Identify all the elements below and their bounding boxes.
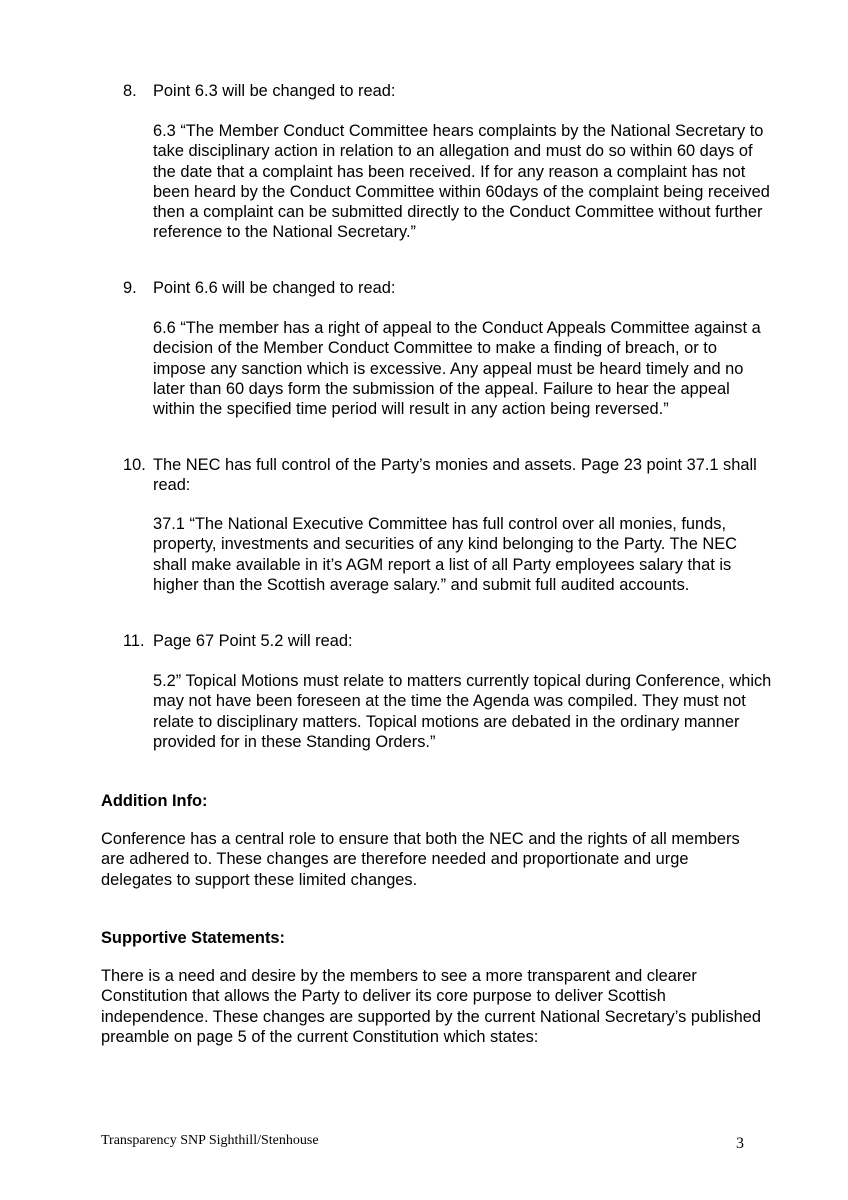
item-number: 9. <box>123 279 137 297</box>
item-quote: 6.6 “The member has a right of appeal to the Conduct Appeals Committee against a decision of the Member Conduct Committee to make a finding of breach, or to impose any sanction which is excessive. Any appeal must be heard timely and no later than 60 days form the submission of the appeal. Failure to hear the appeal within the specified time period will result in any action being reversed.” <box>153 319 761 419</box>
item-heading: The NEC has full control of the Party’s monies and assets. Page 23 point 37.1 shall read: <box>153 456 757 495</box>
item-number: 8. <box>123 82 137 100</box>
addition-info-text: Conference has a central role to ensure that both the NEC and the rights of all members are adhered to. These changes are therefore needed and proportionate and urge delegates to support these limited changes. <box>101 830 740 889</box>
item-number: 10. <box>123 456 146 474</box>
item-heading: Page 67 Point 5.2 will read: <box>153 632 353 650</box>
item-heading: Point 6.3 will be changed to read: <box>153 82 396 100</box>
item-quote: 6.3 “The Member Conduct Committee hears complaints by the National Secretary to take disciplinary action in relation to an allegation and must do so within 60 days of the date that a complaint has been received. If for any reason a complaint has not been heard by the Conduct Committee within 60days of the complaint being received then a complaint can be submitted directly to the Conduct Committee without further reference to the National Secretary.” <box>153 122 770 242</box>
item-number: 11. <box>123 632 145 650</box>
footer-text: Transparency SNP Sighthill/Stenhouse <box>101 1133 319 1148</box>
page-number: 3 <box>736 1135 744 1152</box>
item-quote: 5.2” Topical Motions must relate to matters currently topical during Conference, which may not have been foreseen at the time the Agenda was compiled. They must not relate to disciplinary matters. Topical motions are debated in the ordinary manner provided for in these Standing Orders.” <box>153 672 772 751</box>
item-quote: 37.1 “The National Executive Committee has full control over all monies, funds, property, investments and securities of any kind belonging to the Party. The NEC shall make available in it’s AGM report a list of all Party employees salary that is higher than the Scottish average salary.” and submit full audited accounts. <box>153 515 737 594</box>
item-heading: Point 6.6 will be changed to read: <box>153 279 396 297</box>
addition-info-heading: Addition Info: <box>101 792 208 810</box>
supportive-statements-text: There is a need and desire by the members to see a more transparent and clearer Constitution that allows the Party to deliver its core purpose to deliver Scottish independence. These changes are supported by the current National Secretary’s published preamble on page 5 of the current Constitution which states: <box>101 967 762 1046</box>
supportive-statements-heading: Supportive Statements: <box>101 929 285 947</box>
